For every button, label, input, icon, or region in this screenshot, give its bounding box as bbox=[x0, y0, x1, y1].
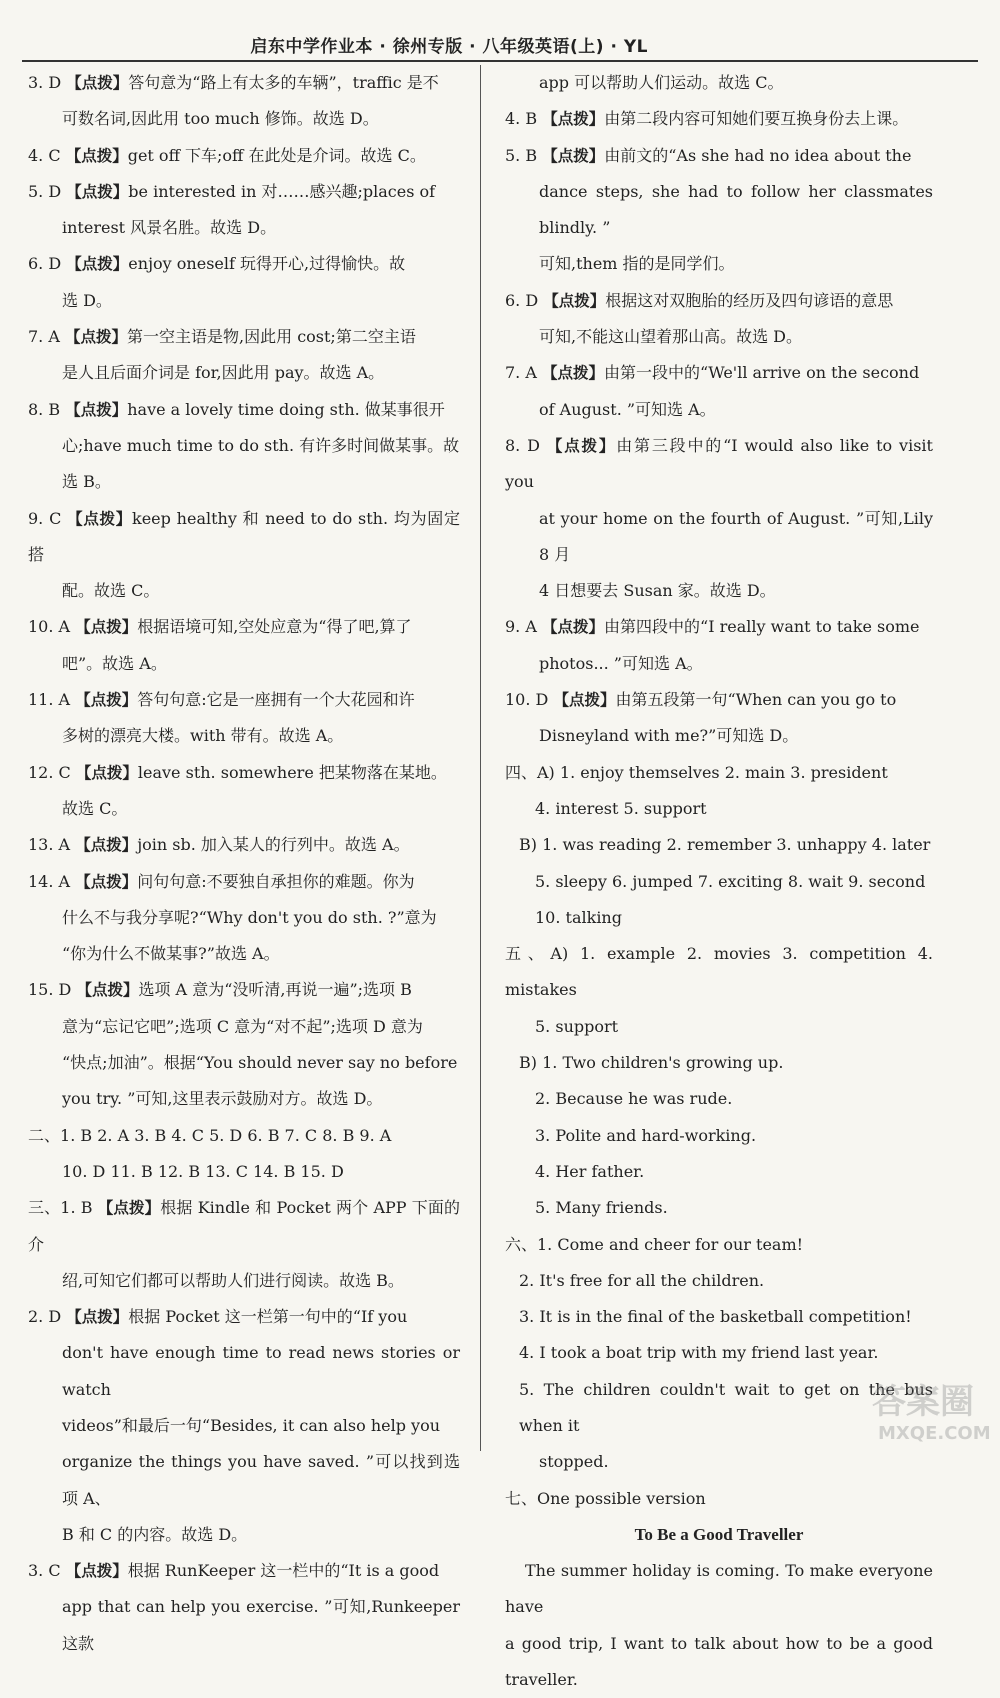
answer-number: 2. D bbox=[28, 1307, 62, 1327]
answer-text: 问句句意:不要独自承担你的难题。你为 bbox=[137, 871, 415, 891]
answer-item bbox=[505, 609, 933, 645]
answer-item bbox=[28, 138, 460, 174]
answer-continuation: interest 风景名胜。故选 D。 bbox=[62, 218, 277, 238]
answer-continuation: you try. ”可知,这里表示鼓励对方。故选 D。 bbox=[62, 1089, 383, 1109]
hint-tag: 【点拨】 bbox=[553, 691, 616, 710]
answer-number: 6. D bbox=[28, 254, 62, 274]
hint-tag: 【点拨】 bbox=[65, 146, 128, 165]
right-column bbox=[505, 65, 933, 1698]
answer-text: 根据 RunKeeper 这一栏中的“It is a good bbox=[127, 1561, 440, 1581]
hint-tag: 【点拨】 bbox=[65, 328, 128, 347]
answer-item bbox=[28, 174, 460, 210]
answer-continuation: 可知,them 指的是同学们。 bbox=[539, 254, 735, 274]
answer-key-line: 1. B 2. A 3. B 4. C 5. D 6. B 7. C 8. B 9. A bbox=[60, 1125, 392, 1145]
answer-text: have a lovely time doing sth. 做某事很开 bbox=[127, 399, 445, 419]
section-4b: B) 1. was reading 2. remember 3. unhappy 4. later bbox=[519, 835, 931, 855]
section-4a: 4. interest 5. support bbox=[535, 798, 707, 818]
answer-item bbox=[28, 65, 460, 101]
answer-number: 12. C bbox=[28, 762, 71, 782]
answer-continuation: organize the things you have saved. ”可以找到选项 A、 bbox=[62, 1452, 460, 1508]
answer-continuation: don't have enough time to read news stories or watch bbox=[62, 1343, 460, 1399]
answer-number: 11. A bbox=[28, 690, 71, 710]
hint-tag: 【点拨】 bbox=[65, 1562, 128, 1581]
answer-text: 根据 Pocket 这一栏第一句中的“If you bbox=[128, 1307, 408, 1327]
answer-item bbox=[28, 755, 460, 791]
section-5a: 5. support bbox=[535, 1016, 619, 1036]
answer-continuation: app that can help you exercise. ”可知,Runkeeper 这款 bbox=[62, 1597, 460, 1653]
hint-tag: 【点拨】 bbox=[76, 981, 139, 1000]
section-6: stopped. bbox=[539, 1452, 609, 1472]
answer-number: 5. B bbox=[505, 145, 538, 165]
section-5b: 3. Polite and hard-working. bbox=[535, 1125, 757, 1145]
answer-item bbox=[28, 1190, 460, 1263]
answer-text: get off 下车;off 在此处是介词。故选 C。 bbox=[127, 145, 426, 165]
hint-tag: 【点拨】 bbox=[543, 291, 606, 310]
answer-continuation: B 和 C 的内容。故选 D。 bbox=[62, 1524, 248, 1544]
essay-title: To Be a Good Traveller bbox=[634, 1524, 804, 1544]
answer-text: be interested in 对……感兴趣;places of bbox=[128, 181, 436, 201]
answer-number: 4. C bbox=[28, 145, 61, 165]
section-4b: 10. talking bbox=[535, 907, 622, 927]
section-4b: 5. sleepy 6. jumped 7. exciting 8. wait 9. second bbox=[535, 871, 926, 891]
answer-text: leave sth. somewhere 把某物落在某地。 bbox=[137, 762, 447, 782]
answer-continuation: 意为“忘记它吧”;选项 C 意为“对不起”;选项 D 意为 bbox=[62, 1016, 423, 1036]
section-6: 4. I took a boat trip with my friend last year. bbox=[519, 1343, 879, 1363]
answer-number: 3. D bbox=[28, 73, 62, 92]
answer-number: 7. A bbox=[505, 363, 537, 383]
answer-continuation: 故选 C。 bbox=[62, 798, 128, 818]
section-7-label: 七、One possible version bbox=[505, 1488, 706, 1508]
answer-continuation: 多树的漂亮大楼。with 带有。故选 A。 bbox=[62, 726, 344, 746]
answer-item bbox=[505, 428, 933, 501]
answer-item bbox=[505, 101, 933, 137]
answer-number: 7. A bbox=[28, 327, 60, 347]
answer-item bbox=[28, 319, 460, 355]
hint-tag: 【点拨】 bbox=[546, 436, 617, 455]
answer-continuation: 心;have much time to do sth. 有许多时间做某事。故 bbox=[62, 435, 460, 455]
hint-tag: 【点拨】 bbox=[75, 763, 138, 782]
watermark-text: 答案圈 bbox=[872, 1382, 974, 1422]
section-4a: 四、A) 1. enjoy themselves 2. main 3. president bbox=[505, 762, 888, 782]
answer-continuation: app 可以帮助人们运动。故选 C。 bbox=[539, 73, 784, 92]
answer-text: 由前文的“As she had no idea about the bbox=[604, 145, 912, 165]
answer-number: 4. B bbox=[505, 109, 538, 129]
hint-tag: 【点拨】 bbox=[542, 364, 605, 383]
answer-number: 3. C bbox=[28, 1561, 61, 1581]
answer-key-line: 10. D 11. B 12. B 13. C 14. B 15. D bbox=[62, 1161, 344, 1181]
answer-text: 答句意为“路上有太多的车辆”，traffic 是不 bbox=[128, 73, 439, 92]
section-6: 六、1. Come and cheer for our team! bbox=[505, 1234, 804, 1254]
answer-continuation: 吧”。故选 A。 bbox=[62, 653, 167, 673]
answer-text: 由第四段中的“I really want to take some bbox=[604, 617, 920, 637]
hint-tag: 【点拨】 bbox=[65, 400, 128, 419]
answer-item bbox=[28, 501, 460, 574]
section-6: 2. It's free for all the children. bbox=[519, 1270, 765, 1290]
answer-text: 由第二段内容可知她们要互换身份去上课。 bbox=[604, 109, 909, 129]
answer-number: 13. A bbox=[28, 835, 71, 855]
answer-number: 10. A bbox=[28, 617, 71, 637]
answer-text: 由第一段中的“We'll arrive on the second bbox=[604, 363, 920, 383]
answer-item bbox=[28, 827, 460, 863]
watermark-url: MXQE.COM bbox=[878, 1423, 991, 1444]
answer-continuation: at your home on the fourth of August. ”可知,Lily 8 月 bbox=[539, 508, 933, 564]
answer-item bbox=[505, 355, 933, 391]
section-2-line bbox=[28, 1118, 460, 1154]
answer-item bbox=[28, 609, 460, 645]
essay-paragraph: a good trip, I want to talk about how to be a good traveller. bbox=[505, 1633, 933, 1690]
answer-text: 根据这对双胞胎的经历及四句谚语的意思 bbox=[605, 290, 894, 310]
answer-number: 9. C bbox=[28, 508, 62, 528]
section-5b: 5. Many friends. bbox=[535, 1198, 668, 1218]
section-5b: 4. Her father. bbox=[535, 1161, 645, 1181]
answer-continuation: “快点;加油”。根据“You should never say no before bbox=[62, 1053, 458, 1073]
answer-item bbox=[505, 283, 933, 319]
hint-tag: 【点拨】 bbox=[75, 836, 138, 855]
answer-continuation: 什么不与我分享呢?“Why don't you do sth. ?”意为 bbox=[62, 907, 437, 927]
answer-continuation: 选 B。 bbox=[62, 472, 111, 492]
answer-text: 选项 A 意为“没听清,再说一遍”;选项 B bbox=[138, 980, 412, 1000]
answer-continuation: photos... ”可知选 A。 bbox=[539, 653, 703, 673]
answer-number: 8. B bbox=[28, 399, 61, 419]
answer-item bbox=[28, 392, 460, 428]
hint-tag: 【点拨】 bbox=[75, 691, 138, 710]
hint-tag: 【点拨】 bbox=[542, 110, 605, 129]
hint-tag: 【点拨】 bbox=[66, 74, 129, 92]
section-5a: 五、A) 1. example 2. movies 3. competition 4. mistakes bbox=[505, 944, 933, 1000]
section-5b: B) 1. Two children's growing up. bbox=[519, 1053, 784, 1073]
section-label: 三、 bbox=[28, 1198, 61, 1218]
answer-item bbox=[505, 138, 933, 174]
answer-text: 根据 Kindle 和 Pocket 两个 APP 下面的介 bbox=[28, 1198, 460, 1254]
answer-item bbox=[28, 1553, 460, 1589]
answer-item bbox=[28, 1299, 460, 1335]
answer-continuation: “你为什么不做某事?”故选 A。 bbox=[62, 944, 280, 964]
hint-tag: 【点拨】 bbox=[542, 618, 605, 637]
essay-paragraph: The summer holiday is coming. To make everyone have bbox=[505, 1561, 933, 1617]
answer-number: 10. D bbox=[505, 690, 549, 710]
hint-tag: 【点拨】 bbox=[66, 182, 129, 201]
hint-tag: 【点拨】 bbox=[542, 146, 605, 165]
answer-number: 1. B bbox=[60, 1198, 93, 1218]
hint-tag: 【点拨】 bbox=[66, 1308, 129, 1327]
answer-continuation: 是人且后面介词是 for,因此用 pay。故选 A。 bbox=[62, 363, 385, 383]
answer-text: keep healthy 和 need to do sth. 均为固定搭 bbox=[28, 508, 460, 564]
answer-item bbox=[28, 972, 460, 1008]
answer-item bbox=[28, 864, 460, 900]
header-title: 启东中学作业本 · 徐州专版 · 八年级英语(上) · YL bbox=[250, 37, 648, 57]
answer-text: 第一空主语是物,因此用 cost;第二空主语 bbox=[127, 327, 416, 347]
hint-tag: 【点拨】 bbox=[66, 255, 129, 274]
answer-text: join sb. 加入某人的行列中。故选 A。 bbox=[137, 835, 410, 855]
section-6: 3. It is in the final of the basketball competition! bbox=[519, 1307, 912, 1327]
section-label: 二、 bbox=[28, 1125, 61, 1145]
answer-item bbox=[505, 682, 933, 718]
answer-continuation: dance steps, she had to follow her classmates blindly. ” bbox=[539, 181, 933, 238]
answer-number: 9. A bbox=[505, 617, 537, 637]
answer-text: 由第三段中的“I would also like to visit you bbox=[505, 435, 933, 492]
hint-tag: 【点拨】 bbox=[97, 1199, 161, 1218]
answer-continuation: videos”和最后一句“Besides, it can also help you bbox=[62, 1415, 441, 1435]
answer-continuation: 4 日想要去 Susan 家。故选 D。 bbox=[539, 581, 776, 601]
hint-tag: 【点拨】 bbox=[75, 618, 138, 637]
answer-text: 由第五段第一句“When can you go to bbox=[615, 690, 897, 710]
section-6: 5. The children couldn't wait to get on the bus when it bbox=[519, 1379, 933, 1435]
answer-continuation: 配。故选 C。 bbox=[62, 581, 160, 601]
left-column bbox=[28, 65, 460, 1662]
answer-continuation: 可知,不能这山望着那山高。故选 D。 bbox=[539, 327, 803, 347]
answer-continuation: 选 D。 bbox=[62, 290, 112, 310]
answer-text: 根据语境可知,空处应意为“得了吧,算了 bbox=[137, 617, 412, 637]
answer-text: enjoy oneself 玩得开心,过得愉快。故 bbox=[128, 254, 406, 274]
hint-tag: 【点拨】 bbox=[75, 872, 138, 891]
answer-number: 6. D bbox=[505, 290, 539, 310]
answer-number: 5. D bbox=[28, 181, 62, 201]
answer-continuation: 可数名词,因此用 too much 修饰。故选 D。 bbox=[62, 109, 379, 129]
answer-number: 8. D bbox=[505, 435, 540, 455]
answer-number: 15. D bbox=[28, 980, 72, 1000]
answer-text: 答句句意:它是一座拥有一个大花园和许 bbox=[137, 690, 415, 710]
page-header bbox=[22, 30, 978, 62]
answer-item bbox=[28, 246, 460, 282]
hint-tag: 【点拨】 bbox=[67, 509, 132, 528]
answer-number: 14. A bbox=[28, 871, 71, 891]
watermark-logo bbox=[864, 1373, 994, 1445]
answer-item bbox=[28, 682, 460, 718]
answer-continuation: 绍,可知它们都可以帮助人们进行阅读。故选 B。 bbox=[62, 1270, 404, 1290]
column-divider bbox=[480, 65, 481, 1451]
answer-continuation: of August. ”可知选 A。 bbox=[539, 399, 716, 419]
section-5b: 2. Because he was rude. bbox=[535, 1089, 733, 1109]
answer-continuation: Disneyland with me?”可知选 D。 bbox=[539, 726, 799, 746]
